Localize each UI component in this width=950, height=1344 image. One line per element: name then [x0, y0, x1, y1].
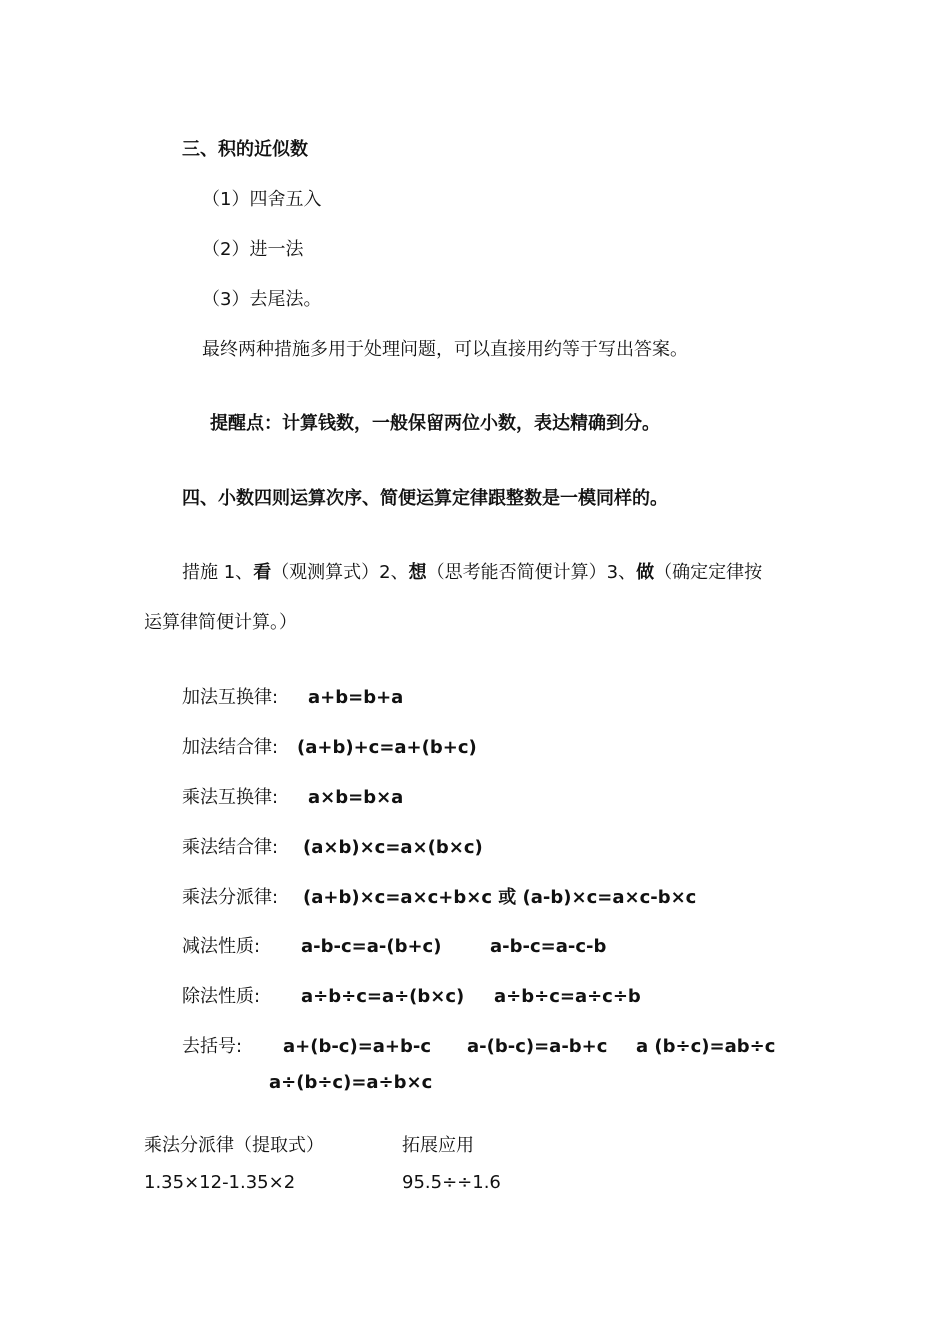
- method-do-note: （确定定律按: [654, 562, 763, 583]
- subtraction-property-formula-1: a-b-c=a-(b+c): [301, 936, 442, 957]
- subtraction-property-label: 减法性质:: [182, 936, 261, 957]
- method-think: 想: [408, 562, 427, 583]
- rounding-note: 最终两种措施多用于处理问题，可以直接用约等于写出答案。: [202, 339, 688, 360]
- example-right-expression: 95.5÷÷1.6: [402, 1172, 501, 1193]
- bracket-removal-formula-2: a-(b-c)=a-b+c: [467, 1036, 608, 1057]
- division-property-formula-1: a÷b÷c=a÷(b×c): [301, 986, 465, 1007]
- method-prefix: 措施 1、: [182, 562, 254, 583]
- division-property-label: 除法性质:: [182, 986, 261, 1007]
- example-left-title: 乘法分派律（提取式）: [144, 1135, 324, 1156]
- subtraction-property-formula-2: a-b-c=a-c-b: [490, 936, 607, 957]
- law-addition-associative-formula: (a+b)+c=a+(b+c): [297, 737, 477, 758]
- section-3-heading: 三、积的近似数: [182, 139, 308, 160]
- method-think-note: （思考能否简便计算）3、: [426, 562, 637, 583]
- law-multiplication-associative-formula: (a×b)×c=a×(b×c): [303, 837, 483, 858]
- law-distributive-formula: (a+b)×c=a×c+b×c 或 (a-b)×c=a×c-b×c: [303, 887, 697, 908]
- bracket-removal-formula-3: a (b÷c)=ab÷c: [636, 1036, 776, 1057]
- bracket-removal-label: 去括号:: [182, 1036, 243, 1057]
- bracket-removal-formula-4: a÷(b÷c)=a÷b×c: [269, 1072, 433, 1093]
- method-do: 做: [636, 562, 655, 583]
- rounding-item-2: （2）进一法: [202, 239, 304, 260]
- rounding-item-1: （1）四舍五入: [202, 189, 322, 210]
- method-continuation: 运算律简便计算。）: [144, 612, 297, 633]
- bracket-removal-formula-1: a+(b-c)=a+b-c: [283, 1036, 432, 1057]
- method-look-note: （观测算式）2、: [271, 562, 409, 583]
- rounding-item-3: （3）去尾法。: [202, 289, 322, 310]
- law-multiplication-commutative-formula: a×b=b×a: [308, 787, 404, 808]
- law-addition-associative-label: 加法结合律:: [182, 737, 279, 758]
- method-look: 看: [253, 562, 272, 583]
- example-left-expression: 1.35×12-1.35×2: [144, 1172, 296, 1193]
- reminder-text: 提醒点：计算钱数，一般保留两位小数，表达精确到分。: [210, 413, 660, 434]
- law-addition-commutative-formula: a+b=b+a: [308, 687, 404, 708]
- law-multiplication-commutative-label: 乘法互换律:: [182, 787, 279, 808]
- example-right-title: 拓展应用: [402, 1135, 474, 1156]
- law-addition-commutative-label: 加法互换律:: [182, 687, 279, 708]
- section-4-heading: 四、小数四则运算次序、简便运算定律跟整数是一模同样的。: [182, 488, 668, 509]
- law-distributive-label: 乘法分派律:: [182, 887, 279, 908]
- division-property-formula-2: a÷b÷c=a÷c÷b: [494, 986, 641, 1007]
- method-line: [182, 561, 762, 585]
- law-multiplication-associative-label: 乘法结合律:: [182, 837, 279, 858]
